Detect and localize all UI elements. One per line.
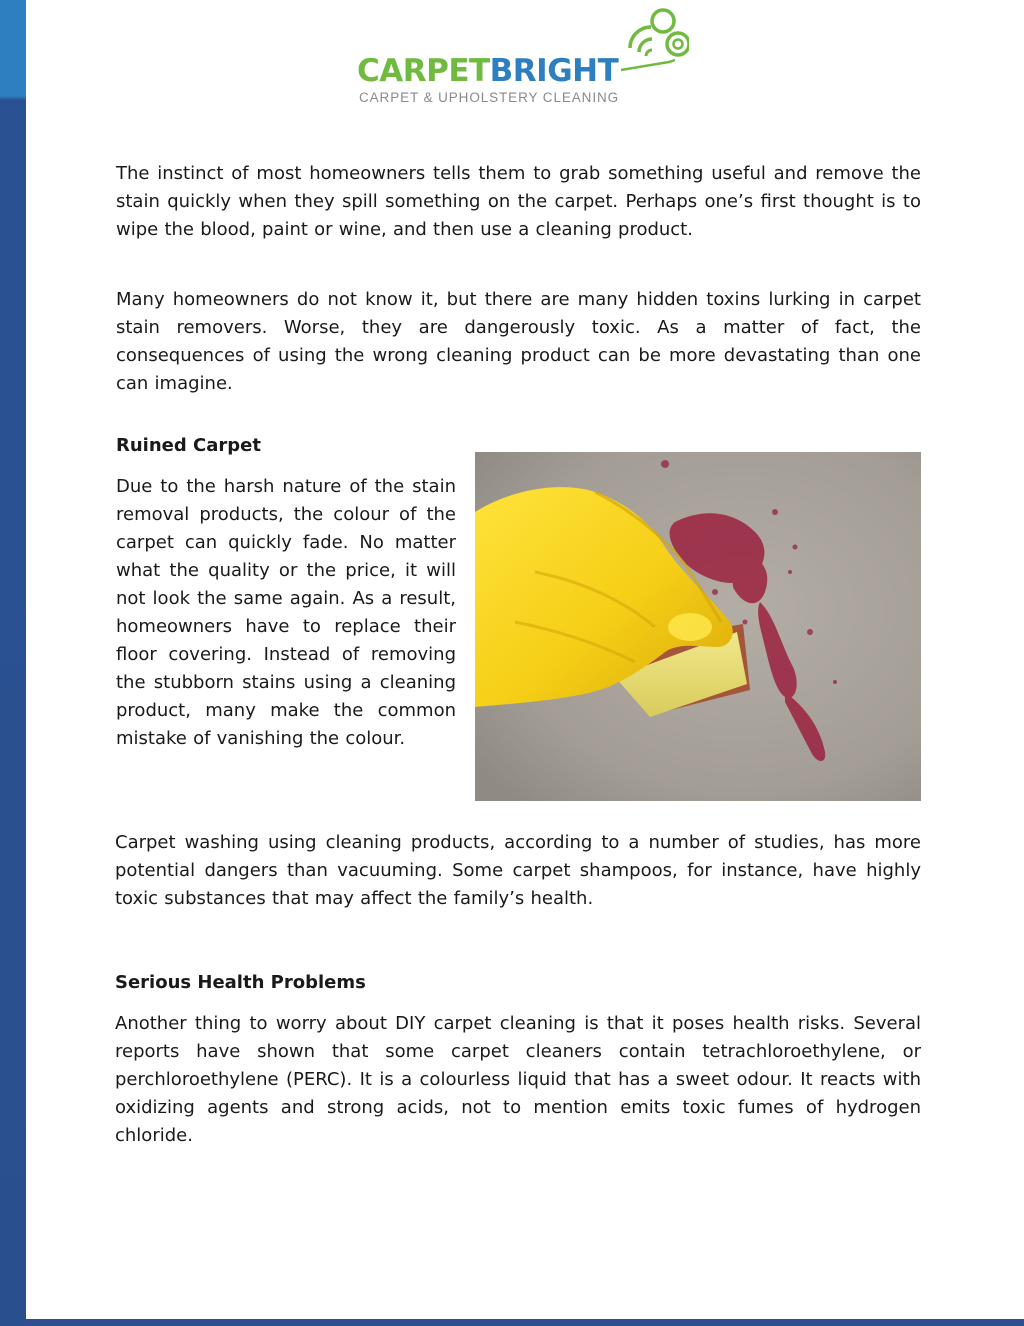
ruined-carpet-paragraph: Due to the harsh nature of the stain removal products, the colour of the carpet can quickly fade. No matter what the quality or the price, it will not look the same again. As a result, homeowners have to replace their floor covering. Instead of removing the stubborn stains using a cleaning product, many make the common mistake of vanishing the colour. xyxy=(116,476,456,749)
logo-word-carpet: CARPET xyxy=(357,53,490,89)
glove-sponge-illustration xyxy=(475,452,921,801)
logo-wordmark xyxy=(357,54,618,88)
carpet-washing-paragraph: Carpet washing using cleaning products, according to a number of studies, has more potential dangers than vacuuming. Some carpet shampoos, for instance, have highly toxic substances that may affect the family’s health. xyxy=(115,832,921,909)
left-border-bar xyxy=(0,0,26,1326)
ruined-carpet-heading: Ruined Carpet xyxy=(116,435,261,456)
logo-word-bright: BRIGHT xyxy=(489,53,619,89)
health-problems-paragraph: Another thing to worry about DIY carpet cleaning is that it poses health risks. Several reports have shown that some carpet cleaners contain tetrachloroethylene, or perchloroethylene (PERC). It is a colourless liquid that has a sweet odour. It reacts with oxidizing agents and strong acids, not to mention emits toxic fumes of hydrogen chloride. xyxy=(115,1013,921,1146)
bubbles-icon xyxy=(617,4,689,76)
bottom-border-bar xyxy=(26,1319,1024,1326)
stain-cleaning-photo xyxy=(475,452,921,801)
carpetbright-logo xyxy=(357,4,687,108)
logo-tagline: CARPET & UPHOLSTERY CLEANING xyxy=(359,90,620,105)
toxins-paragraph: Many homeowners do not know it, but there are many hidden toxins lurking in carpet stain removers. Worse, they are dangerously toxic. As a matter of fact, the consequences of using the wrong cleaning product can be more devastating than one can imagine. xyxy=(116,289,921,394)
intro-paragraph: The instinct of most homeowners tells them to grab something useful and remove the stain quickly when they spill something on the carpet. Perhaps one’s first thought is to wipe the blood, paint or wine, and then use a cleaning product. xyxy=(116,163,921,240)
health-problems-heading: Serious Health Problems xyxy=(115,972,366,993)
document-page xyxy=(26,0,1024,1319)
